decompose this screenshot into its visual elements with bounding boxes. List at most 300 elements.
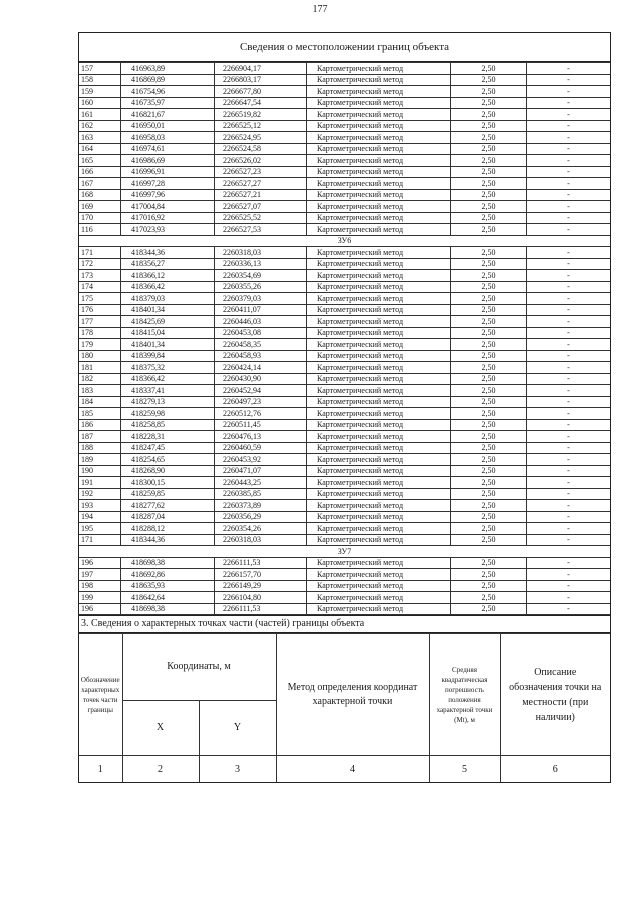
y-coordinate: 2260318,03 [215,247,307,259]
table-row [79,74,610,86]
method: Картометрический метод [307,155,451,167]
x-coordinate: 418425,69 [121,316,215,328]
y-coordinate: 2260471,07 [215,465,307,477]
error-value: 2,50 [451,304,527,316]
table-row [79,350,610,362]
description: - [527,592,611,604]
error-value: 2,50 [451,477,527,489]
method: Картометрический метод [307,178,451,190]
y-coordinate: 2266677,80 [215,86,307,98]
error-value: 2,50 [451,603,527,615]
error-value: 2,50 [451,373,527,385]
description: - [527,132,611,144]
y-coordinate: 2260354,26 [215,523,307,535]
table-row [79,155,610,167]
page-number: 177 [312,4,328,15]
description: - [527,580,611,592]
error-value: 2,50 [451,431,527,443]
y-coordinate: 2266526,02 [215,155,307,167]
y-coordinate: 2266527,27 [215,178,307,190]
table-row [79,362,610,374]
table-row [79,603,610,615]
table-row [79,465,610,477]
x-coordinate: 418344,36 [121,534,215,546]
point-number: 158 [79,74,121,86]
x-coordinate: 418698,38 [121,603,215,615]
method: Картометрический метод [307,534,451,546]
method: Картометрический метод [307,258,451,270]
y-coordinate: 2260512,76 [215,408,307,420]
description: - [527,465,611,477]
error-value: 2,50 [451,511,527,523]
x-coordinate: 418366,12 [121,270,215,282]
method: Картометрический метод [307,580,451,592]
y-coordinate: 2266524,95 [215,132,307,144]
point-number: 193 [79,500,121,512]
error-value: 2,50 [451,155,527,167]
x-coordinate: 418698,38 [121,557,215,569]
error-value: 2,50 [451,224,527,236]
description: - [527,86,611,98]
header-y: Y [199,701,276,756]
point-number: 161 [79,109,121,121]
y-coordinate: 2266104,80 [215,592,307,604]
y-coordinate: 2260511,45 [215,419,307,431]
table-row [79,442,610,454]
x-coordinate: 418258,85 [121,419,215,431]
table-row [79,327,610,339]
error-value: 2,50 [451,580,527,592]
y-coordinate: 2266527,07 [215,201,307,213]
x-coordinate: 418337,41 [121,385,215,397]
point-number: 191 [79,477,121,489]
y-coordinate: 2260356,29 [215,511,307,523]
table-row [79,488,610,500]
y-coordinate: 2260373,89 [215,500,307,512]
description: - [527,396,611,408]
point-number: 162 [79,120,121,132]
table-row [79,580,610,592]
method: Картометрический метод [307,281,451,293]
y-coordinate: 2260379,03 [215,293,307,305]
description: - [527,454,611,466]
x-coordinate: 418356,27 [121,258,215,270]
description: - [527,419,611,431]
description: - [527,385,611,397]
method: Картометрический метод [307,442,451,454]
method: Картометрический метод [307,465,451,477]
x-coordinate: 416950,01 [121,120,215,132]
error-value: 2,50 [451,592,527,604]
error-value: 2,50 [451,270,527,282]
method: Картометрический метод [307,247,451,259]
method: Картометрический метод [307,569,451,581]
table-row [79,304,610,316]
method: Картометрический метод [307,143,451,155]
y-coordinate: 2266527,23 [215,166,307,178]
point-number: 198 [79,580,121,592]
method: Картометрический метод [307,224,451,236]
point-number: 174 [79,281,121,293]
description: - [527,327,611,339]
error-value: 2,50 [451,132,527,144]
point-number: 179 [79,339,121,351]
y-coordinate: 2260458,93 [215,350,307,362]
table-row [79,523,610,535]
y-coordinate: 2260476,13 [215,431,307,443]
group-row [79,546,610,558]
point-number: 180 [79,350,121,362]
error-value: 2,50 [451,523,527,535]
x-coordinate: 418279,13 [121,396,215,408]
x-coordinate: 418277,62 [121,500,215,512]
header-error: Средняя квадратическая погрешность положения характерной точки (Mt), м [429,634,500,756]
table-row [79,258,610,270]
x-coordinate: 416869,89 [121,74,215,86]
method: Картометрический метод [307,373,451,385]
y-coordinate: 2260354,69 [215,270,307,282]
error-value: 2,50 [451,143,527,155]
table-row [79,189,610,201]
table-row [79,396,610,408]
table-row [79,166,610,178]
method: Картометрический метод [307,592,451,604]
description: - [527,212,611,224]
col-number: 2 [122,756,199,783]
col-number: 5 [429,756,500,783]
point-number: 194 [79,511,121,523]
point-number: 195 [79,523,121,535]
description: - [527,120,611,132]
method: Картометрический метод [307,419,451,431]
table-row [79,373,610,385]
section-title: Сведения о местоположении границ объекта [79,32,610,62]
y-coordinate: 2260458,35 [215,339,307,351]
point-number: 160 [79,97,121,109]
group-row [79,235,610,247]
method: Картометрический метод [307,166,451,178]
description: - [527,155,611,167]
table-row [79,86,610,98]
header-table [79,633,610,783]
point-number: 172 [79,258,121,270]
point-number: 159 [79,86,121,98]
description: - [527,178,611,190]
y-coordinate: 2266803,17 [215,74,307,86]
x-coordinate: 416963,89 [121,63,215,75]
error-value: 2,50 [451,465,527,477]
table-row [79,120,610,132]
method: Картометрический метод [307,327,451,339]
table-row [79,270,610,282]
error-value: 2,50 [451,339,527,351]
error-value: 2,50 [451,557,527,569]
table-row [79,63,610,75]
point-number: 178 [79,327,121,339]
error-value: 2,50 [451,327,527,339]
point-number: 173 [79,270,121,282]
method: Картометрический метод [307,86,451,98]
table-row [79,143,610,155]
point-number: 187 [79,431,121,443]
method: Картометрический метод [307,270,451,282]
y-coordinate: 2260318,03 [215,534,307,546]
method: Картометрический метод [307,385,451,397]
description: - [527,74,611,86]
x-coordinate: 417004,84 [121,201,215,213]
x-coordinate: 418259,85 [121,488,215,500]
x-coordinate: 418287,04 [121,511,215,523]
error-value: 2,50 [451,97,527,109]
method: Картометрический метод [307,408,451,420]
x-coordinate: 418401,34 [121,339,215,351]
y-coordinate: 2260443,25 [215,477,307,489]
point-number: 168 [79,189,121,201]
table-row [79,408,610,420]
y-coordinate: 2266527,53 [215,224,307,236]
y-coordinate: 2266149,29 [215,580,307,592]
error-value: 2,50 [451,442,527,454]
description: - [527,316,611,328]
error-value: 2,50 [451,247,527,259]
description: - [527,477,611,489]
description: - [527,534,611,546]
method: Картометрический метод [307,63,451,75]
y-coordinate: 2266111,53 [215,557,307,569]
y-coordinate: 2260336,13 [215,258,307,270]
method: Картометрический метод [307,97,451,109]
y-coordinate: 2266904,17 [215,63,307,75]
description: - [527,258,611,270]
point-number: 163 [79,132,121,144]
point-number: 190 [79,465,121,477]
point-number: 196 [79,557,121,569]
method: Картометрический метод [307,603,451,615]
error-value: 2,50 [451,488,527,500]
col-number: 1 [79,756,122,783]
section3-title: 3. Сведения о характерных точках части (частей) границы объекта [79,615,610,633]
table-row [79,339,610,351]
method: Картометрический метод [307,500,451,512]
description: - [527,304,611,316]
header-coordinates: Координаты, м [122,634,276,701]
description: - [527,189,611,201]
y-coordinate: 2260424,14 [215,362,307,374]
table-row [79,109,610,121]
x-coordinate: 416997,28 [121,178,215,190]
point-number: 170 [79,212,121,224]
x-coordinate: 416986,69 [121,155,215,167]
point-number: 169 [79,201,121,213]
error-value: 2,50 [451,362,527,374]
method: Картометрический метод [307,120,451,132]
error-value: 2,50 [451,385,527,397]
x-coordinate: 418642,64 [121,592,215,604]
description: - [527,224,611,236]
error-value: 2,50 [451,63,527,75]
y-coordinate: 2260452,94 [215,385,307,397]
y-coordinate: 2260497,23 [215,396,307,408]
x-coordinate: 418635,93 [121,580,215,592]
x-coordinate: 416754,96 [121,86,215,98]
y-coordinate: 2266524,58 [215,143,307,155]
method: Картометрический метод [307,396,451,408]
x-coordinate: 418300,15 [121,477,215,489]
table-row [79,431,610,443]
method: Картометрический метод [307,477,451,489]
y-coordinate: 2266157,70 [215,569,307,581]
error-value: 2,50 [451,74,527,86]
method: Картометрический метод [307,362,451,374]
x-coordinate: 418254,65 [121,454,215,466]
point-number: 186 [79,419,121,431]
x-coordinate: 418399,84 [121,350,215,362]
method: Картометрический метод [307,454,451,466]
x-coordinate: 418375,32 [121,362,215,374]
description: - [527,488,611,500]
x-coordinate: 418692,86 [121,569,215,581]
header-x: X [122,701,199,756]
method: Картометрический метод [307,557,451,569]
header-description: Описание обозначения точки на местности (при наличии) [500,634,610,756]
point-number: 196 [79,603,121,615]
y-coordinate: 2260411,07 [215,304,307,316]
document-body [78,32,611,783]
x-coordinate: 418228,31 [121,431,215,443]
y-coordinate: 2266525,52 [215,212,307,224]
table-row [79,212,610,224]
point-number: 164 [79,143,121,155]
y-coordinate: 2260355,26 [215,281,307,293]
x-coordinate: 418288,12 [121,523,215,535]
description: - [527,511,611,523]
col-number: 3 [199,756,276,783]
method: Картометрический метод [307,201,451,213]
col-number: 6 [500,756,610,783]
col-number: 4 [276,756,429,783]
points-table [79,62,610,615]
x-coordinate: 418379,03 [121,293,215,305]
error-value: 2,50 [451,201,527,213]
table-row [79,592,610,604]
point-number: 188 [79,442,121,454]
error-value: 2,50 [451,534,527,546]
point-number: 176 [79,304,121,316]
y-coordinate: 2266111,53 [215,603,307,615]
x-coordinate: 418344,36 [121,247,215,259]
description: - [527,523,611,535]
table-row [79,178,610,190]
error-value: 2,50 [451,396,527,408]
error-value: 2,50 [451,350,527,362]
point-number: 197 [79,569,121,581]
x-coordinate: 416958,03 [121,132,215,144]
table-row [79,569,610,581]
y-coordinate: 2266527,21 [215,189,307,201]
method: Картометрический метод [307,431,451,443]
description: - [527,97,611,109]
x-coordinate: 418415,04 [121,327,215,339]
x-coordinate: 416735,97 [121,97,215,109]
description: - [527,109,611,121]
point-number: 183 [79,385,121,397]
error-value: 2,50 [451,569,527,581]
point-number: 177 [79,316,121,328]
table-row [79,557,610,569]
method: Картометрический метод [307,511,451,523]
point-number: 171 [79,534,121,546]
method: Картометрический метод [307,189,451,201]
point-number: 192 [79,488,121,500]
y-coordinate: 2266647,54 [215,97,307,109]
description: - [527,350,611,362]
x-coordinate: 417023,93 [121,224,215,236]
error-value: 2,50 [451,86,527,98]
description: - [527,362,611,374]
header-point-name: Обозначение характерных точек части границы [79,634,122,756]
description: - [527,270,611,282]
description: - [527,569,611,581]
y-coordinate: 2260385,85 [215,488,307,500]
method: Картометрический метод [307,316,451,328]
method: Картометрический метод [307,488,451,500]
point-number: 189 [79,454,121,466]
table-row [79,454,610,466]
point-number: 116 [79,224,121,236]
point-number: 185 [79,408,121,420]
error-value: 2,50 [451,120,527,132]
x-coordinate: 418366,42 [121,373,215,385]
point-number: 184 [79,396,121,408]
point-number: 171 [79,247,121,259]
y-coordinate: 2260460,59 [215,442,307,454]
group-label: ЗУ7 [79,546,610,558]
table-row [79,316,610,328]
method: Картометрический метод [307,339,451,351]
table-row [79,247,610,259]
table-row [79,97,610,109]
error-value: 2,50 [451,258,527,270]
x-coordinate: 418401,34 [121,304,215,316]
y-coordinate: 2260453,08 [215,327,307,339]
method: Картометрический метод [307,304,451,316]
error-value: 2,50 [451,419,527,431]
method: Картометрический метод [307,132,451,144]
method: Картометрический метод [307,74,451,86]
description: - [527,373,611,385]
error-value: 2,50 [451,316,527,328]
description: - [527,166,611,178]
description: - [527,281,611,293]
description: - [527,339,611,351]
x-coordinate: 418366,42 [121,281,215,293]
y-coordinate: 2260430,90 [215,373,307,385]
table-row [79,132,610,144]
description: - [527,293,611,305]
table-row [79,477,610,489]
x-coordinate: 418247,45 [121,442,215,454]
error-value: 2,50 [451,166,527,178]
x-coordinate: 416821,67 [121,109,215,121]
description: - [527,557,611,569]
table-row [79,419,610,431]
group-label: ЗУ6 [79,235,610,247]
error-value: 2,50 [451,454,527,466]
table-row [79,534,610,546]
description: - [527,408,611,420]
x-coordinate: 417016,92 [121,212,215,224]
table-row [79,224,610,236]
